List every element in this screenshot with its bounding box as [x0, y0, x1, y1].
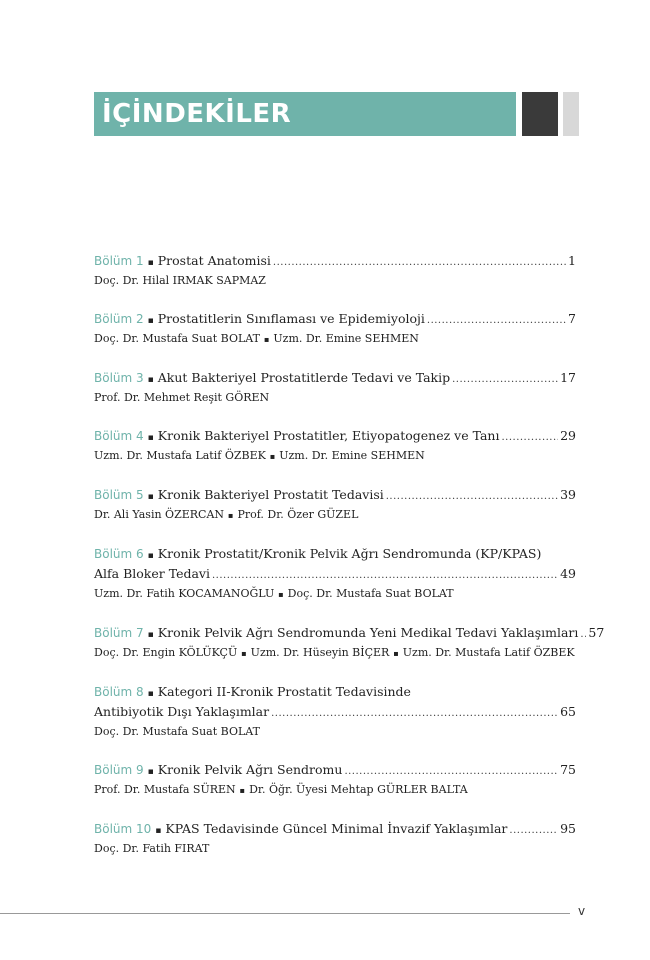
- author-name: Uzm. Dr. Fatih KOCAMANOĞLU: [94, 587, 275, 600]
- chapter-label: Bölüm 4: [94, 429, 144, 443]
- toc-entry[interactable]: [94, 683, 576, 741]
- chapter-line: [94, 683, 576, 703]
- chapter-label: Bölüm 10: [94, 822, 152, 836]
- chapter-label: Bölüm 3: [94, 371, 144, 385]
- chapter-title: Kronik Bakteriyel Prostatitler, Etiyopatogenez ve Tanı: [157, 428, 500, 443]
- toc-entry[interactable]: [94, 820, 576, 858]
- toc-entry[interactable]: [94, 369, 576, 407]
- separator-icon: ▪: [147, 433, 154, 443]
- chapter-line: [94, 310, 576, 330]
- author-name: Doç. Dr. Fatih FIRAT: [94, 842, 210, 855]
- dot-leader: [452, 371, 558, 389]
- separator-icon: ▪: [241, 649, 247, 658]
- chapter-authors: [94, 585, 576, 604]
- author-name: Prof. Dr. Mehmet Reşit GÖREN: [94, 391, 270, 404]
- chapter-page: 65: [560, 704, 576, 719]
- page-title: İÇİNDEKİLER: [102, 99, 292, 129]
- chapter-authors: [94, 781, 576, 800]
- author-name: Prof. Dr. Mustafa SÜREN: [94, 783, 236, 796]
- chapter-label: Bölüm 7: [94, 626, 144, 640]
- separator-icon: ▪: [147, 767, 154, 777]
- chapter-authors: [94, 447, 576, 466]
- chapter-line: [94, 545, 576, 565]
- chapter-page: 49: [560, 566, 576, 581]
- chapter-page: 95: [560, 821, 576, 836]
- dot-leader: [386, 488, 558, 506]
- page-number: v: [578, 904, 586, 918]
- chapter-label: Bölüm 6: [94, 547, 144, 561]
- separator-icon: ▪: [147, 258, 154, 268]
- chapter-title: Kronik Bakteriyel Prostatit Tedavisi: [157, 487, 384, 502]
- chapter-authors: [94, 644, 576, 663]
- author-name: Uzm. Dr. Emine SEHMEN: [279, 449, 425, 462]
- toc-entry[interactable]: [94, 486, 576, 525]
- separator-icon: ▪: [278, 590, 284, 599]
- separator-icon: ▪: [147, 630, 154, 640]
- chapter-page: 17: [560, 370, 576, 385]
- dot-leader: [212, 567, 558, 585]
- author-name: Uzm. Dr. Hüseyin BİÇER: [250, 646, 390, 659]
- separator-icon: ▪: [147, 551, 154, 561]
- chapter-page: 29: [560, 428, 576, 443]
- chapter-label: Bölüm 2: [94, 312, 144, 326]
- separator-icon: ▪: [147, 689, 154, 699]
- separator-icon: ▪: [239, 786, 246, 795]
- dot-leader: [427, 312, 566, 330]
- title-bar: [94, 92, 516, 136]
- chapter-label: Bölüm 5: [94, 488, 144, 502]
- chapter-line: [94, 565, 576, 585]
- author-name: Uzm. Dr. Mustafa Latif ÖZBEK: [94, 449, 266, 462]
- chapter-line: [94, 703, 576, 723]
- chapter-line: [94, 252, 576, 272]
- chapter-authors: [94, 840, 576, 858]
- author-name: Doç. Dr. Mustafa Suat BOLAT: [287, 587, 454, 600]
- toc-entry[interactable]: [94, 624, 605, 663]
- chapter-title: Kategori II-Kronik Prostatit Tedavisinde: [157, 684, 411, 699]
- chapter-label: Bölüm 8: [94, 685, 144, 699]
- chapter-title: KPAS Tedavisinde Güncel Minimal İnvazif Yaklaşımlar: [165, 821, 508, 836]
- chapter-label: Bölüm 1: [94, 254, 144, 268]
- separator-icon: ▪: [393, 649, 399, 658]
- chapter-page: 39: [560, 487, 576, 502]
- separator-icon: ▪: [147, 316, 154, 326]
- chapter-authors: [94, 272, 576, 290]
- chapter-title-continued: Antibiyotik Dışı Yaklaşımlar: [94, 704, 270, 719]
- separator-icon: ▪: [263, 335, 270, 344]
- chapter-page: 1: [568, 253, 576, 268]
- chapter-title: Kronik Pelvik Ağrı Sendromu: [157, 762, 343, 777]
- chapter-authors: [94, 723, 576, 741]
- author-name: Dr. Öğr. Üyesi Mehtap GÜRLER BALTA: [249, 783, 468, 796]
- table-of-contents: [94, 252, 605, 878]
- chapter-page: 7: [568, 311, 576, 326]
- chapter-title: Kronik Pelvik Ağrı Sendromunda Yeni Medikal Tedavi Yaklaşımları: [157, 625, 579, 640]
- chapter-line: [94, 486, 576, 506]
- toc-entry[interactable]: [94, 310, 576, 349]
- author-name: Doç. Dr. Engin KÖLÜKÇÜ: [94, 646, 238, 659]
- author-name: Doç. Dr. Mustafa Suat BOLAT: [94, 332, 260, 345]
- chapter-authors: [94, 506, 576, 525]
- dot-leader: [271, 705, 558, 723]
- chapter-title: Akut Bakteriyel Prostatitlerde Tedavi ve Takip: [157, 370, 451, 385]
- toc-entry[interactable]: [94, 761, 576, 800]
- separator-icon: ▪: [147, 375, 154, 385]
- separator-icon: ▪: [155, 826, 162, 836]
- chapter-title: Kronik Prostatit/Kronik Pelvik Ağrı Sendromunda (KP/KPAS): [157, 546, 542, 561]
- toc-entry[interactable]: [94, 252, 576, 290]
- chapter-page: 75: [560, 762, 576, 777]
- toc-entry[interactable]: [94, 427, 576, 466]
- chapter-authors: [94, 330, 576, 349]
- dot-leader: [509, 822, 558, 840]
- author-name: Doç. Dr. Mustafa Suat BOLAT: [94, 725, 260, 738]
- footer-rule: [0, 913, 570, 914]
- author-name: Uzm. Dr. Emine SEHMEN: [273, 332, 419, 345]
- chapter-line: [94, 761, 576, 781]
- chapter-title-continued: Alfa Bloker Tedavi: [94, 566, 210, 581]
- chapter-line: [94, 427, 576, 447]
- dot-leader: [501, 429, 558, 447]
- separator-icon: ▪: [269, 452, 276, 461]
- chapter-label: Bölüm 9: [94, 763, 144, 777]
- chapter-authors: [94, 389, 576, 407]
- separator-icon: ▪: [147, 492, 154, 502]
- chapter-line: [94, 369, 576, 389]
- author-name: Doç. Dr. Hilal IRMAK SAPMAZ: [94, 274, 266, 287]
- author-name: Prof. Dr. Özer GÜZEL: [237, 508, 359, 521]
- chapter-line: [94, 820, 576, 840]
- chapter-line: [94, 624, 605, 644]
- decorative-block-dark: [522, 92, 558, 136]
- dot-leader: [580, 626, 586, 644]
- author-name: Uzm. Dr. Mustafa Latif ÖZBEK: [402, 646, 575, 659]
- separator-icon: ▪: [228, 511, 234, 520]
- dot-leader: [273, 254, 566, 272]
- chapter-title: Prostatitlerin Sınıflaması ve Epidemiyoloji: [157, 311, 425, 326]
- chapter-page: 57: [588, 625, 605, 640]
- decorative-block-light: [563, 92, 579, 136]
- toc-entry[interactable]: [94, 545, 576, 604]
- chapter-title: Prostat Anatomisi: [157, 253, 271, 268]
- author-name: Dr. Ali Yasin ÖZERCAN: [94, 508, 225, 521]
- dot-leader: [344, 763, 558, 781]
